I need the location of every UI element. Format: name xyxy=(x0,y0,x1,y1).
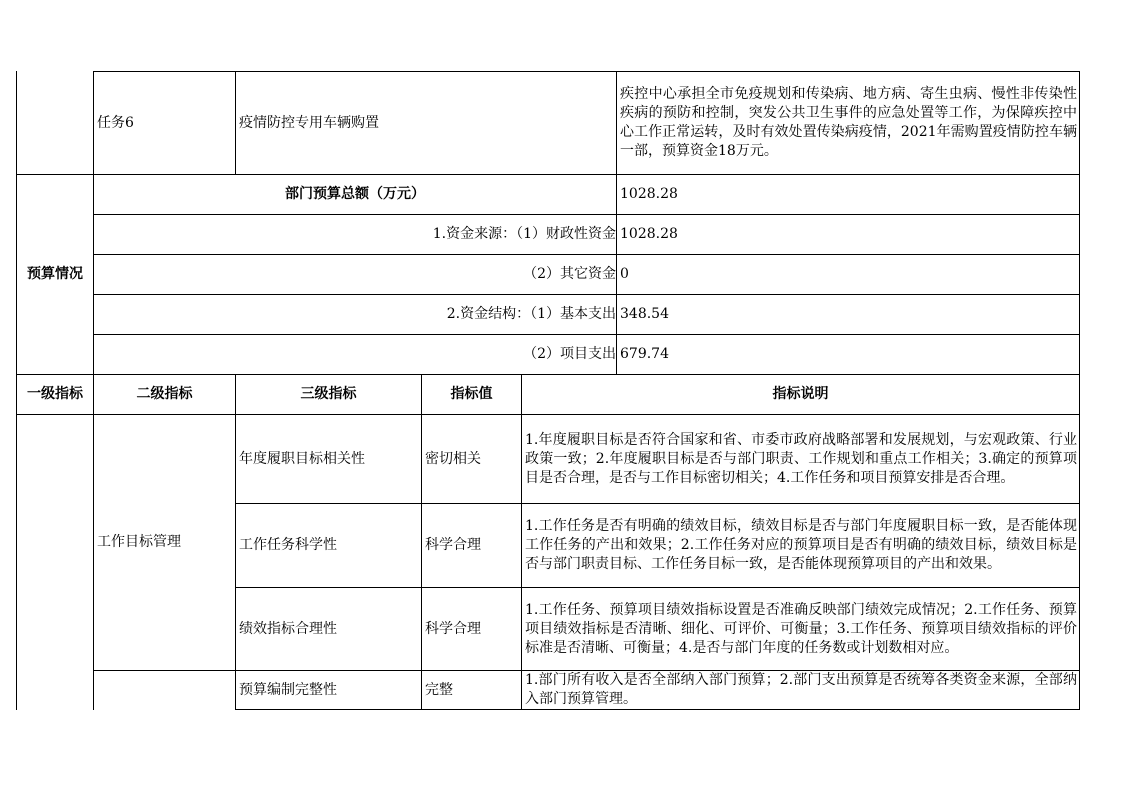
budget-total-label: 部门预算总额（万元） xyxy=(285,186,425,202)
budget-section-label: 预算情况 xyxy=(27,266,83,282)
grid-line xyxy=(235,709,1080,710)
budget-total-value: 1028.28 xyxy=(620,186,678,202)
indicator-group-name: 工作目标管理 xyxy=(97,534,181,550)
indicator-desc-text: 1.部门所有收入是否全部纳入部门预算；2.部门支出预算是否统筹各类资金来源，全部纳入部门预算管理。 xyxy=(525,672,1077,707)
grid-line xyxy=(1079,71,1080,710)
header-desc: 指标说明 xyxy=(772,386,829,402)
struct-basic-value: 348.54 xyxy=(620,306,669,322)
header-value: 指标值 xyxy=(450,386,493,402)
header-level1: 一级指标 xyxy=(27,386,83,402)
indicator-desc xyxy=(522,671,1079,709)
task-content: 疫情防控专用车辆购置 xyxy=(239,114,379,131)
indicator-value: 完整 xyxy=(425,681,453,698)
source-fiscal-value: 1028.28 xyxy=(620,226,678,242)
indicator-desc xyxy=(522,504,1079,587)
indicator-value: 密切相关 xyxy=(425,450,481,467)
indicator-desc-text: 1.年度履职目标是否符合国家和省、市委市政府战略部署和发展规划，与宏观政策、行业政策一致；2.年度履职目标是否与部门职责、工作规划和重点工作相关；3.确定的预算项目是否合理，是否与工作目标密切相关；4.工作任务和项目预算安排是否合理。 xyxy=(525,431,1077,486)
task-description-text: 疾控中心承担全市免疫规划和传染病、地方病、寄生虫病、慢性非传染性疾病的预防和控制，突发公共卫生事件的应急处置等工作，为保障疾控中心工作正常运转，及时有效处置传染病疫情，2021年需购置疫情防控车辆一部，预算资金18万元。 xyxy=(620,86,1077,159)
source-other-label: （2）其它资金 xyxy=(523,266,616,282)
task-description xyxy=(617,72,1079,174)
indicator-name: 工作任务科学性 xyxy=(239,537,337,553)
indicator-name: 年度履职目标相关性 xyxy=(239,450,365,467)
indicator-name: 绩效指标合理性 xyxy=(239,620,337,637)
source-other-value: 0 xyxy=(620,266,629,282)
indicator-desc xyxy=(522,588,1079,670)
indicator-desc xyxy=(522,415,1079,503)
source-fiscal-label: 1.资金来源：（1）财政性资金 xyxy=(432,226,616,242)
header-level2: 二级指标 xyxy=(136,386,193,402)
indicator-value: 科学合理 xyxy=(425,537,481,553)
header-level3: 三级指标 xyxy=(300,386,357,402)
struct-project-value: 679.74 xyxy=(620,346,669,362)
indicator-name: 预算编制完整性 xyxy=(239,681,337,698)
struct-basic-label: 2.资金结构：（1）基本支出 xyxy=(446,306,616,322)
indicator-desc-text: 1.工作任务、预算项目绩效指标设置是否准确反映部门绩效完成情况；2.工作任务、预算项目绩效指标是否清晰、细化、可评价、可衡量；3.工作任务、预算项目绩效指标的评价标准是否清晰、可衡量；4.是否与部门年度的任务数或计划数相对应。 xyxy=(525,601,1077,656)
indicator-desc-text: 1.工作任务是否有明确的绩效目标，绩效目标是否与部门年度履职目标一致，是否能体现工作任务的产出和效果；2.工作任务对应的预算项目是否有明确的绩效目标，绩效目标是否与部门职责目标、工作任务目标一致，是否能体现预算项目的产出和效果。 xyxy=(525,518,1077,572)
task-name: 任务6 xyxy=(97,114,134,131)
indicator-value: 科学合理 xyxy=(425,620,481,637)
struct-project-label: （2）项目支出 xyxy=(523,346,616,362)
